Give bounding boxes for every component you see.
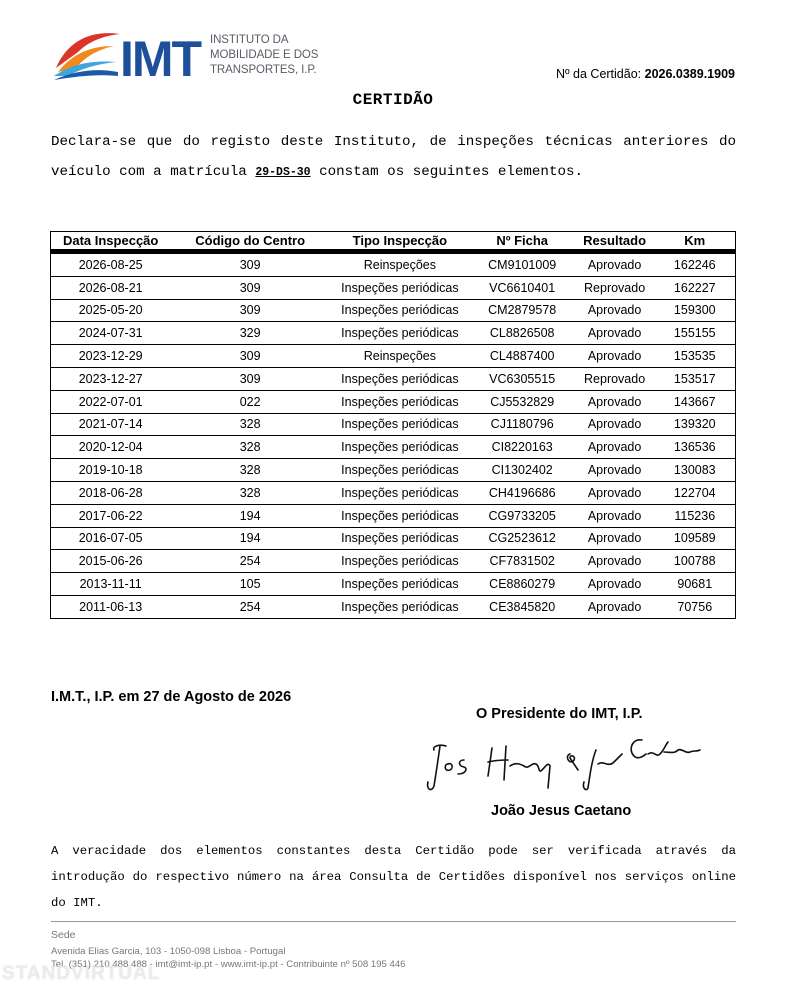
cell-result: Aprovado	[575, 459, 655, 482]
table-row	[51, 481, 736, 504]
logo-institute-name	[210, 33, 318, 78]
imt-logo-mark	[54, 28, 208, 80]
cell-km: 162227	[655, 276, 736, 299]
cell-inspection-type: Inspeções periódicas	[330, 436, 470, 459]
cell-date: 2026-08-21	[51, 276, 171, 299]
cell-km: 143667	[655, 390, 736, 413]
verification-notice: A veracidade dos elementos constantes desta Certidão pode ser verificada através da introdução do respectivo número na área Consulta de Certidões disponível nos serviços online do IMT.	[51, 844, 736, 910]
table-row	[51, 459, 736, 482]
column-header-date: Data Inspecção	[51, 232, 171, 252]
cell-date: 2026-08-25	[51, 252, 171, 277]
cell-center-code: 309	[170, 367, 330, 390]
cell-km: 139320	[655, 413, 736, 436]
document-title: CERTIDÃO	[352, 91, 434, 109]
cell-date: 2024-07-31	[51, 322, 171, 345]
column-header-km: Km	[655, 232, 736, 252]
cell-inspection-type: Inspeções periódicas	[330, 481, 470, 504]
cell-date: 2017-06-22	[51, 504, 171, 527]
watermark: STANDVIRTUAL	[2, 963, 161, 984]
certificate-number-value: 2026.0389.1909	[644, 67, 735, 81]
cell-result: Aprovado	[575, 527, 655, 550]
cell-inspection-type: Inspeções periódicas	[330, 595, 470, 618]
footer-divider	[51, 921, 736, 922]
vehicle-plate: 29-DS-30	[255, 166, 311, 179]
cell-inspection-type: Inspeções periódicas	[330, 390, 470, 413]
imt-logo	[54, 28, 324, 82]
intro-text-before: Declara-se que do registo deste Instituto, de inspeções técnicas anteriores do veículo com a matrícula	[51, 134, 736, 180]
cell-inspection-type: Inspeções periódicas	[330, 276, 470, 299]
footer-address: Avenida Elias Garcia, 103 - 1050-098 Lisboa - Portugal	[51, 946, 286, 957]
cell-center-code: 328	[170, 413, 330, 436]
certificate-number-label: Nº da Certidão:	[555, 67, 642, 81]
cell-result: Aprovado	[575, 345, 655, 368]
table-row	[51, 390, 736, 413]
logo-line-2: MOBILIDADE E DOS	[210, 49, 319, 61]
table-row	[51, 550, 736, 573]
cell-sheet-number: CG9733205	[470, 504, 575, 527]
cell-result: Aprovado	[575, 436, 655, 459]
cell-km: 109589	[655, 527, 736, 550]
cell-inspection-type: Reinspeções	[330, 252, 470, 277]
cell-sheet-number: CE8860279	[470, 573, 575, 596]
footer-contacts: Tel. (351) 210 488 488 - imt@imt-ip.pt - www.imt-ip.pt - Contribuinte nº 508 195 446	[51, 959, 406, 970]
cell-result: Aprovado	[575, 413, 655, 436]
cell-result: Aprovado	[575, 252, 655, 277]
table-row	[51, 527, 736, 550]
cell-km: 122704	[655, 481, 736, 504]
cell-km: 162246	[655, 252, 736, 277]
table-row	[51, 573, 736, 596]
cell-center-code: 328	[170, 459, 330, 482]
cell-center-code: 309	[170, 276, 330, 299]
cell-sheet-number: CL4887400	[470, 345, 575, 368]
cell-center-code: 309	[170, 299, 330, 322]
imt-logo-letters: IMT	[120, 31, 201, 80]
cell-km: 153535	[655, 345, 736, 368]
logo-line-1: INSTITUTO DA	[210, 34, 289, 46]
cell-center-code: 328	[170, 436, 330, 459]
cell-date: 2021-07-14	[51, 413, 171, 436]
cell-km: 100788	[655, 550, 736, 573]
cell-km: 130083	[655, 459, 736, 482]
cell-result: Aprovado	[575, 481, 655, 504]
table-row	[51, 322, 736, 345]
cell-result: Aprovado	[575, 299, 655, 322]
column-header-inspection-type: Tipo Inspecção	[330, 232, 470, 252]
cell-center-code: 309	[170, 252, 330, 277]
table-header-row	[51, 232, 736, 252]
cell-center-code: 022	[170, 390, 330, 413]
table-row	[51, 252, 736, 277]
cell-center-code: 254	[170, 550, 330, 573]
cell-km: 155155	[655, 322, 736, 345]
cell-date: 2022-07-01	[51, 390, 171, 413]
cell-date: 2011-06-13	[51, 595, 171, 618]
place-and-date: I.M.T., I.P. em 27 de Agosto de 2026	[51, 689, 292, 705]
cell-sheet-number: VC6610401	[470, 276, 575, 299]
cell-km: 90681	[655, 573, 736, 596]
cell-inspection-type: Reinspeções	[330, 345, 470, 368]
cell-result: Aprovado	[575, 550, 655, 573]
cell-result: Reprovado	[575, 367, 655, 390]
table-row	[51, 413, 736, 436]
table-row	[51, 345, 736, 368]
cell-sheet-number: CG2523612	[470, 527, 575, 550]
cell-sheet-number: CL8826508	[470, 322, 575, 345]
cell-date: 2013-11-11	[51, 573, 171, 596]
cell-center-code: 194	[170, 527, 330, 550]
cell-sheet-number: CE3845820	[470, 595, 575, 618]
logo-line-3: TRANSPORTES, I.P.	[210, 64, 317, 76]
cell-inspection-type: Inspeções periódicas	[330, 367, 470, 390]
cell-km: 70756	[655, 595, 736, 618]
cell-km: 159300	[655, 299, 736, 322]
cell-center-code: 309	[170, 345, 330, 368]
cell-date: 2018-06-28	[51, 481, 171, 504]
cell-inspection-type: Inspeções periódicas	[330, 573, 470, 596]
cell-sheet-number: CF7831502	[470, 550, 575, 573]
cell-inspection-type: Inspeções periódicas	[330, 504, 470, 527]
intro-paragraph	[51, 127, 736, 188]
cell-sheet-number: CM2879578	[470, 299, 575, 322]
intro-text-after: constam os seguintes elementos.	[310, 164, 584, 180]
cell-sheet-number: CM9101009	[470, 252, 575, 277]
table-row	[51, 436, 736, 459]
cell-result: Aprovado	[575, 390, 655, 413]
cell-sheet-number: CJ1180796	[470, 413, 575, 436]
cell-inspection-type: Inspeções periódicas	[330, 527, 470, 550]
table-row	[51, 367, 736, 390]
cell-date: 2023-12-27	[51, 367, 171, 390]
column-header-sheet-number: Nº Ficha	[470, 232, 575, 252]
cell-result: Aprovado	[575, 322, 655, 345]
cell-result: Aprovado	[575, 504, 655, 527]
cell-inspection-type: Inspeções periódicas	[330, 299, 470, 322]
cell-result: Aprovado	[575, 573, 655, 596]
cell-km: 136536	[655, 436, 736, 459]
cell-center-code: 105	[170, 573, 330, 596]
footer-sede-label: Sede	[51, 929, 76, 941]
cell-date: 2019-10-18	[51, 459, 171, 482]
table-row	[51, 595, 736, 618]
cell-date: 2020-12-04	[51, 436, 171, 459]
inspections-table	[50, 231, 736, 619]
cell-sheet-number: CI8220163	[470, 436, 575, 459]
cell-sheet-number: CH4196686	[470, 481, 575, 504]
cell-center-code: 328	[170, 481, 330, 504]
cell-inspection-type: Inspeções periódicas	[330, 459, 470, 482]
cell-sheet-number: CJ5532829	[470, 390, 575, 413]
certificate-number	[556, 67, 735, 81]
cell-center-code: 329	[170, 322, 330, 345]
handwritten-signature	[424, 730, 704, 796]
cell-km: 115236	[655, 504, 736, 527]
cell-center-code: 254	[170, 595, 330, 618]
table-row	[51, 299, 736, 322]
cell-date: 2016-07-05	[51, 527, 171, 550]
table-row	[51, 276, 736, 299]
signatory-title: O Presidente do IMT, I.P.	[476, 706, 643, 722]
cell-center-code: 194	[170, 504, 330, 527]
cell-inspection-type: Inspeções periódicas	[330, 413, 470, 436]
cell-date: 2025-05-20	[51, 299, 171, 322]
signatory-name: João Jesus Caetano	[491, 803, 632, 819]
column-header-center-code: Código do Centro	[170, 232, 330, 252]
table-body	[51, 252, 736, 619]
cell-sheet-number: VC6305515	[470, 367, 575, 390]
table-row	[51, 504, 736, 527]
inspections-table-container	[50, 231, 736, 619]
cell-sheet-number: CI1302402	[470, 459, 575, 482]
cell-date: 2015-06-26	[51, 550, 171, 573]
cell-result: Aprovado	[575, 595, 655, 618]
cell-km: 153517	[655, 367, 736, 390]
cell-date: 2023-12-29	[51, 345, 171, 368]
cell-inspection-type: Inspeções periódicas	[330, 322, 470, 345]
cell-result: Reprovado	[575, 276, 655, 299]
cell-inspection-type: Inspeções periódicas	[330, 550, 470, 573]
column-header-result: Resultado	[575, 232, 655, 252]
